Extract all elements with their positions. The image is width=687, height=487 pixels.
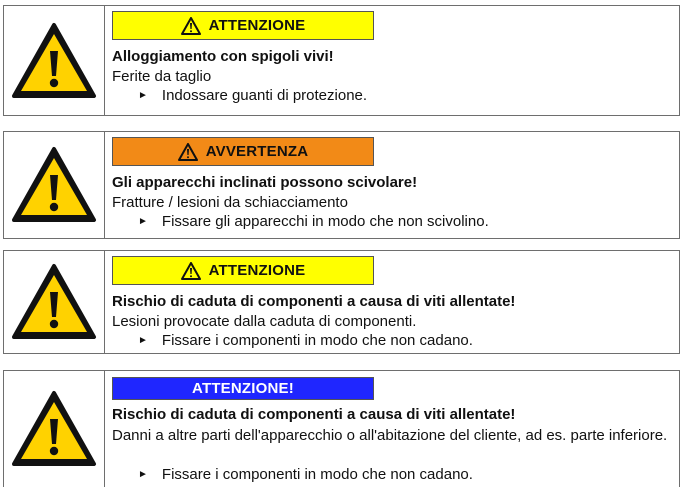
warning-triangle-icon <box>4 371 105 487</box>
hazard-title: Alloggiamento con spigoli vivi! <box>112 48 334 65</box>
preventive-measure <box>138 466 473 483</box>
hazard-title: Rischio di caduta di componenti a causa di viti allentate! <box>112 293 516 310</box>
small-warning-icon <box>181 17 201 35</box>
signal-word-banner <box>112 11 374 40</box>
measure-text: Fissare gli apparecchi in modo che non scivolino. <box>161 213 489 230</box>
warning-triangle-icon <box>4 251 105 353</box>
signal-word-banner <box>112 137 374 166</box>
safety-notice-property-damage <box>3 370 680 487</box>
small-warning-icon <box>181 262 201 280</box>
warning-triangle-icon <box>4 6 105 115</box>
signal-word: ATTENZIONE <box>208 17 306 34</box>
safety-notice-caution-2 <box>3 250 680 354</box>
signal-word-banner <box>112 256 374 285</box>
safety-notice-caution-1 <box>3 5 680 116</box>
bullet-arrow-icon: ► <box>138 89 148 101</box>
hazard-consequence: Danni a altre parti dell'apparecchio o all'abitazione del cliente, ad es. parte inferiore. <box>112 427 668 444</box>
measure-text: Fissare i componenti in modo che non cadano. <box>161 332 473 349</box>
measure-text: Indossare guanti di protezione. <box>161 87 368 104</box>
hazard-consequence: Fratture / lesioni da schiacciamento <box>112 194 348 211</box>
safety-notice-warning <box>3 131 680 239</box>
signal-word: ATTENZIONE! <box>192 380 294 397</box>
hazard-title: Gli apparecchi inclinati possono scivolare! <box>112 174 418 191</box>
measure-text: Fissare i componenti in modo che non cadano. <box>161 466 473 483</box>
preventive-measure <box>138 213 489 230</box>
hazard-title: Rischio di caduta di componenti a causa di viti allentate! <box>112 406 516 423</box>
bullet-arrow-icon: ► <box>138 334 148 346</box>
warning-triangle-icon <box>4 132 105 238</box>
small-warning-icon <box>178 143 198 161</box>
signal-word-banner <box>112 377 374 400</box>
signal-word: ATTENZIONE <box>208 262 306 279</box>
hazard-consequence: Lesioni provocate dalla caduta di componenti. <box>112 313 417 330</box>
signal-word: AVVERTENZA <box>205 143 309 160</box>
bullet-arrow-icon: ► <box>138 468 148 480</box>
hazard-consequence: Ferite da taglio <box>112 68 212 85</box>
preventive-measure <box>138 87 367 104</box>
bullet-arrow-icon: ► <box>138 215 148 227</box>
preventive-measure <box>138 332 473 349</box>
